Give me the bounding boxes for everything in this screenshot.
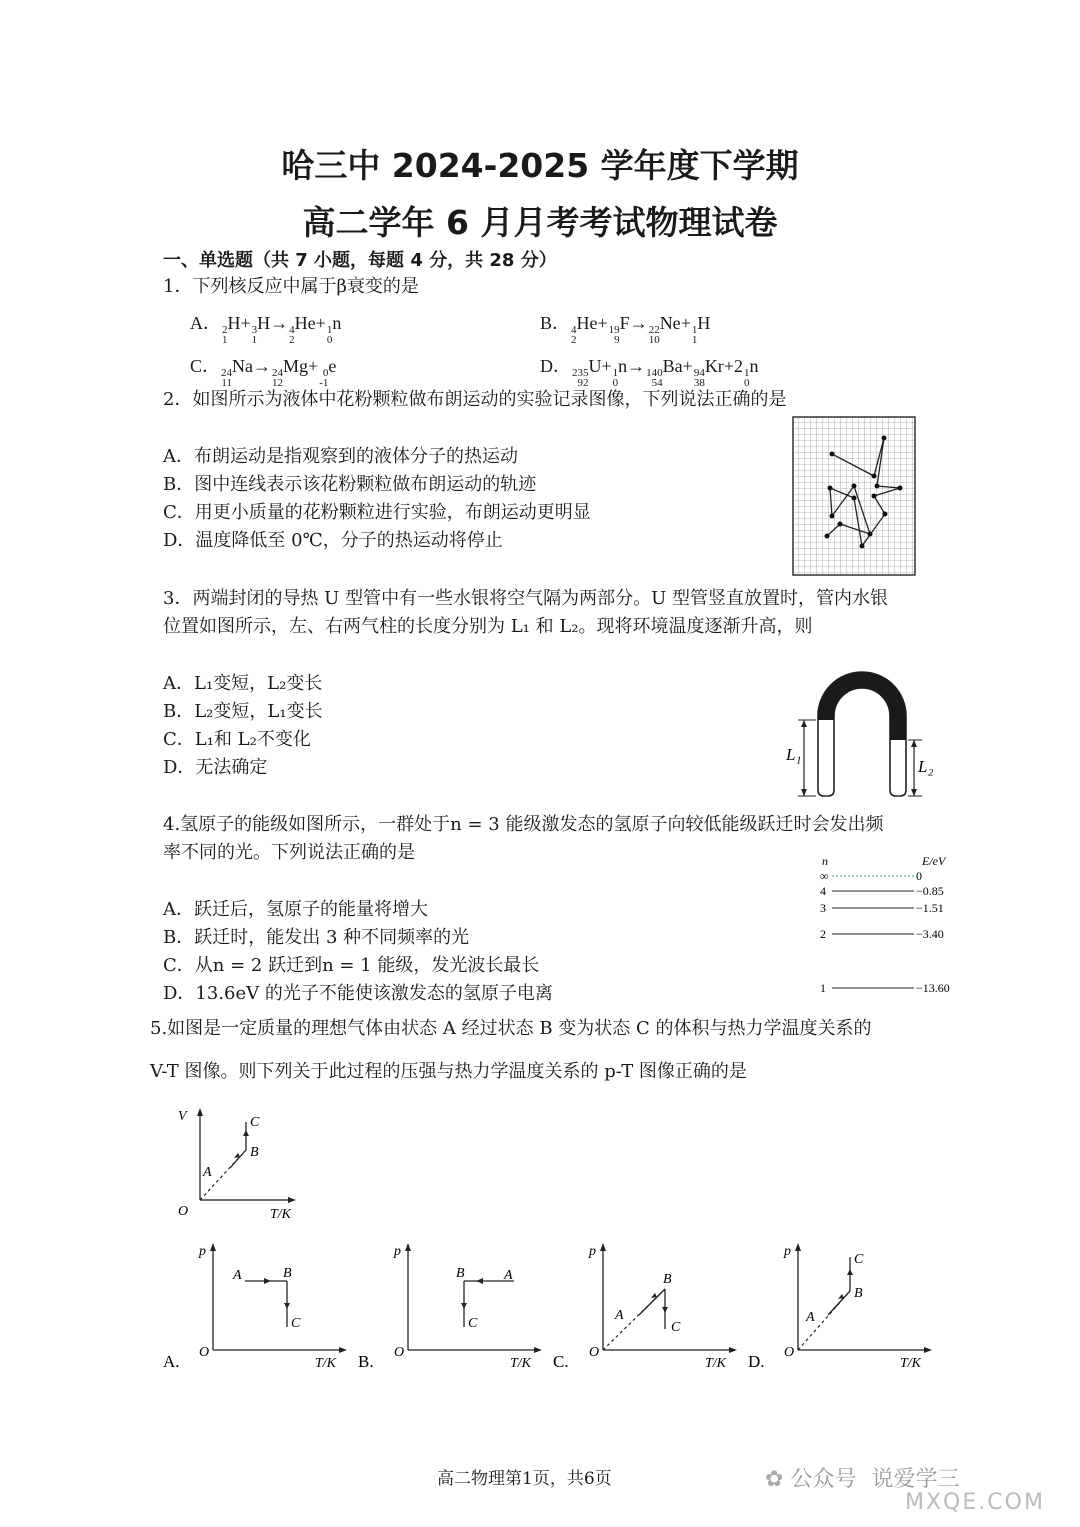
wechat-icon: ✿ bbox=[765, 1467, 784, 1492]
pt-c-point-a: A bbox=[615, 1308, 624, 1323]
level-energy: −13.60 bbox=[916, 981, 950, 995]
pt-b-point-a: A bbox=[504, 1268, 513, 1283]
pt-a-point-b: B bbox=[283, 1266, 292, 1281]
q5-stem-line1: 5.如图是一定质量的理想气体由状态 A 经过状态 B 变为状态 C 的体积与热力学温度关系的 bbox=[150, 1018, 872, 1039]
q4-option-d[interactable]: D．13.6eV 的光子不能使该激发态的氢原子电离 bbox=[163, 983, 553, 1004]
vt-xlabel: T/K bbox=[270, 1207, 292, 1222]
nuclide: 4 2 He bbox=[289, 313, 316, 346]
nuclide: 24 11 Na bbox=[221, 356, 254, 389]
col-n-label: n bbox=[822, 854, 828, 868]
pt-c-ylabel: p bbox=[589, 1244, 596, 1259]
pt-d-origin: O bbox=[784, 1345, 795, 1360]
energy-level-diagram bbox=[810, 850, 970, 1000]
q3-stem-line1: 3．两端封闭的导热 U 型管中有一些水银将空气隔为两部分。U 型管竖直放置时，管内水银 bbox=[163, 588, 888, 609]
q4-option-c[interactable]: C．从n = 2 跃迁到n = 1 能级，发光波长最长 bbox=[163, 955, 540, 976]
exam-title-line1: 哈三中 2024-2025 学年度下学期 bbox=[281, 146, 799, 185]
pt-b-point-c: C bbox=[468, 1316, 478, 1331]
operator: + bbox=[315, 313, 326, 333]
page-number: 高二物理第1页，共6页 bbox=[437, 1469, 612, 1489]
operator: +2 bbox=[723, 356, 743, 376]
nuclide: 1 0 n bbox=[326, 313, 342, 346]
operator: → bbox=[253, 356, 272, 376]
nuclide: 3 1 H bbox=[251, 313, 271, 346]
pt-c-point-b: B bbox=[663, 1272, 672, 1287]
vt-graph bbox=[170, 1100, 310, 1225]
vt-ylabel: V bbox=[178, 1109, 187, 1124]
pt-a-ylabel: p bbox=[199, 1244, 206, 1259]
q3-option-d[interactable]: D．无法确定 bbox=[163, 757, 268, 778]
pt-b-xlabel: T/K bbox=[510, 1356, 532, 1371]
watermark-text-2: 说爱学三 bbox=[871, 1467, 960, 1492]
nuclide: 4 2 He bbox=[571, 313, 598, 346]
q1-stem: 1．下列核反应中属于β衰变的是 bbox=[163, 276, 419, 297]
watermark-text-1: 公众号 bbox=[790, 1467, 857, 1492]
pt-b-ylabel: p bbox=[394, 1244, 401, 1259]
pt-a-origin: O bbox=[199, 1345, 210, 1360]
q2-option-b[interactable]: B．图中连线表示该花粉颗粒做布朗运动的轨迹 bbox=[163, 474, 537, 495]
operator: + bbox=[597, 313, 608, 333]
vt-point-b: B bbox=[250, 1145, 259, 1160]
q3-option-c[interactable]: C．L₁和 L₂不变化 bbox=[163, 729, 311, 750]
operator: → bbox=[270, 313, 289, 333]
pt-c-origin: O bbox=[589, 1345, 600, 1360]
operator: → bbox=[627, 356, 646, 376]
q1-option-b[interactable] bbox=[540, 309, 710, 345]
vt-point-a: A bbox=[203, 1165, 212, 1180]
pt-c-point-c: C bbox=[671, 1320, 681, 1335]
pt-graph-c[interactable] bbox=[553, 1235, 753, 1375]
option-label: A． bbox=[190, 313, 221, 333]
pt-b-option: B. bbox=[358, 1352, 374, 1371]
level-energy: −1.51 bbox=[916, 901, 944, 915]
section-heading: 一、单选题（共 7 小题，每题 4 分，共 28 分） bbox=[163, 250, 557, 271]
nuclide: 235 92 U bbox=[572, 356, 602, 389]
nuclide: 140 54 Ba bbox=[646, 356, 683, 389]
pt-b-point-b: B bbox=[456, 1266, 465, 1281]
nuclide: 1 0 n bbox=[612, 356, 628, 389]
pt-graph-options bbox=[163, 1235, 963, 1375]
level-energy: −0.85 bbox=[916, 884, 944, 898]
pt-d-point-c: C bbox=[854, 1252, 864, 1267]
operator: + bbox=[682, 356, 693, 376]
pt-a-option: A. bbox=[163, 1352, 180, 1371]
pt-d-point-b: B bbox=[854, 1286, 863, 1301]
q3-option-b[interactable]: B．L₂变短，L₁变长 bbox=[163, 701, 323, 722]
pt-a-point-c: C bbox=[291, 1316, 301, 1331]
u-tube-figure bbox=[780, 650, 940, 800]
q3-option-a[interactable]: A．L₁变短，L₂变长 bbox=[163, 673, 323, 694]
pt-d-xlabel: T/K bbox=[900, 1356, 922, 1371]
watermark-site: MXQE.COM bbox=[905, 1490, 1045, 1515]
level-n: ∞ bbox=[820, 869, 829, 883]
q3-stem-line2: 位置如图所示，左、右两气柱的长度分别为 L₁ 和 L₂。现将环境温度逐渐升高，则 bbox=[163, 616, 813, 637]
option-label: C． bbox=[190, 356, 221, 376]
nuclide: 1 0 n bbox=[743, 356, 759, 389]
label-l1: L₁ bbox=[786, 745, 802, 764]
nuclide: 24 12 Mg bbox=[272, 356, 309, 389]
operator: + bbox=[680, 313, 691, 333]
q1-option-a[interactable] bbox=[190, 309, 341, 345]
nuclide: 94 38 Kr bbox=[693, 356, 724, 389]
nuclide: 0 -1 e bbox=[319, 356, 337, 389]
pt-graph-b[interactable] bbox=[358, 1235, 558, 1375]
pt-d-point-a: A bbox=[806, 1310, 815, 1325]
q4-option-a[interactable]: A．跃迁后，氢原子的能量将增大 bbox=[163, 899, 428, 920]
pt-d-option: D. bbox=[748, 1352, 765, 1371]
vt-origin: O bbox=[178, 1204, 189, 1219]
pt-graph-d[interactable] bbox=[748, 1235, 948, 1375]
pt-a-xlabel: T/K bbox=[315, 1356, 337, 1371]
col-e-label: E/eV bbox=[922, 854, 946, 868]
nuclide: 1 1 H bbox=[691, 313, 711, 346]
pt-c-xlabel: T/K bbox=[705, 1356, 727, 1371]
vt-point-c: C bbox=[250, 1115, 260, 1130]
option-label: D． bbox=[540, 356, 571, 376]
option-label: B． bbox=[540, 313, 571, 333]
pt-b-origin: O bbox=[394, 1345, 405, 1360]
q2-option-c[interactable]: C．用更小质量的花粉颗粒进行实验，布朗运动更明显 bbox=[163, 502, 591, 523]
watermark bbox=[765, 1462, 959, 1493]
q5-stem-line2: V-T 图像。则下列关于此过程的压强与热力学温度关系的 p-T 图像正确的是 bbox=[150, 1061, 747, 1082]
level-n: 3 bbox=[820, 901, 826, 915]
pt-d-ylabel: p bbox=[784, 1244, 791, 1259]
q2-stem: 2．如图所示为液体中花粉颗粒做布朗运动的实验记录图像，下列说法正确的是 bbox=[163, 389, 787, 410]
nuclide: 22 10 Ne bbox=[648, 313, 681, 346]
pt-c-option: C. bbox=[553, 1352, 569, 1371]
label-l2: L₂ bbox=[918, 757, 934, 776]
q2-option-a[interactable]: A．布朗运动是指观察到的液体分子的热运动 bbox=[163, 446, 518, 467]
operator: + bbox=[308, 356, 319, 376]
operator: + bbox=[240, 313, 251, 333]
nuclide: 2 1 H bbox=[222, 313, 241, 346]
operator: → bbox=[629, 313, 648, 333]
q2-option-d[interactable]: D．温度降低至 0℃，分子的热运动将停止 bbox=[163, 530, 503, 551]
q4-option-b[interactable]: B．跃迁时，能发出 3 种不同频率的光 bbox=[163, 927, 470, 948]
brownian-grid-figure bbox=[792, 416, 916, 576]
pt-graph-a[interactable] bbox=[163, 1235, 363, 1375]
operator: + bbox=[601, 356, 612, 376]
q1-option-d[interactable] bbox=[540, 352, 758, 388]
level-n: 4 bbox=[820, 884, 826, 898]
level-energy: −3.40 bbox=[916, 927, 944, 941]
q4-stem-line2: 率不同的光。下列说法正确的是 bbox=[163, 842, 415, 863]
level-n: 2 bbox=[820, 927, 826, 941]
pt-a-point-a: A bbox=[233, 1268, 242, 1283]
q4-stem-line1: 4.氢原子的能级如图所示，一群处于n = 3 能级激发态的氢原子向较低能级跃迁时会发出频 bbox=[163, 814, 884, 835]
exam-title-line2: 高二学年 6 月月考考试物理试卷 bbox=[302, 203, 778, 242]
level-energy: 0 bbox=[916, 869, 922, 883]
nuclide: 19 9 F bbox=[608, 313, 630, 346]
q1-option-c[interactable] bbox=[190, 352, 336, 388]
level-n: 1 bbox=[820, 981, 826, 995]
